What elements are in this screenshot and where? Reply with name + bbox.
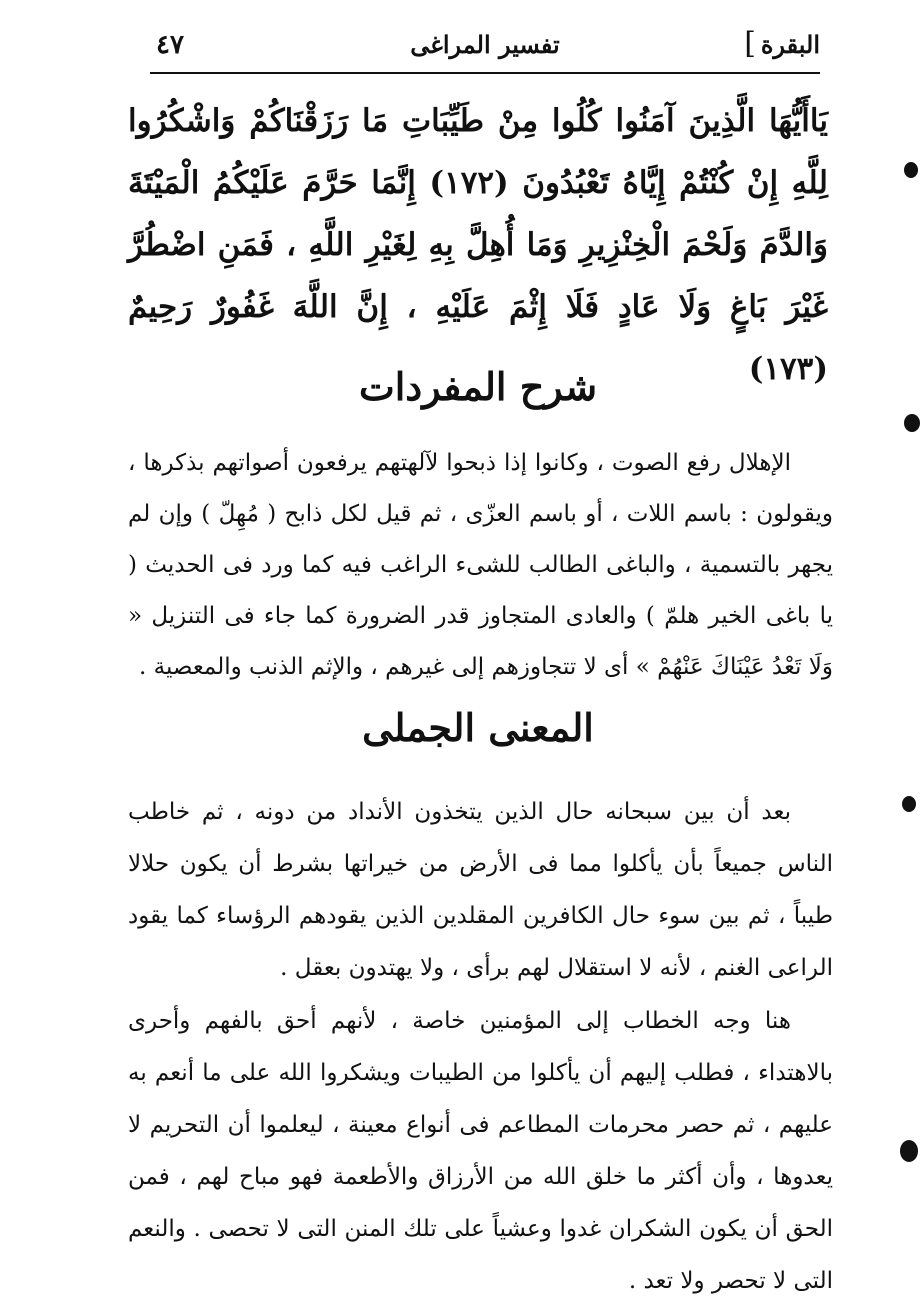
chapter-name: البقرة — [760, 30, 820, 59]
quran-verse: يَاأَيُّهَا الَّذِينَ آمَنُوا كُلُوا مِنْ طَيِّبَاتِ مَا رَزَقْنَاكُمْ وَاشْكُرُوا لِلَّهِ إِنْ كُنْتُمْ إِيَّاهُ تَعْبُدُونَ (١٧٢) إِنَّمَا حَرَّمَ عَلَيْكُمُ الْمَيْتَةَ وَالدَّمَ وَلَحْمَ الْخِنْزِيرِ وَمَا أُهِلَّ بِهِ لِغَيْرِ اللَّهِ ، فَمَنِ اضْطُرَّ غَيْرَ بَاغٍ وَلَا عَادٍ فَلَا إِثْمَ عَلَيْهِ ، إِنَّ اللَّهَ غَفُورٌ رَحِيمٌ (١٧٣) — [128, 103, 828, 387]
header-bracket: ] — [744, 26, 756, 61]
section-heading-general-meaning: المعنى الجملى — [362, 705, 594, 750]
binding-hole-mark — [902, 796, 916, 812]
binding-hole-mark — [900, 1140, 918, 1162]
running-header — [150, 28, 820, 70]
binding-hole-mark — [904, 414, 920, 432]
header-divider — [150, 72, 820, 74]
meaning-paragraph-2: هنا وجه الخطاب إلى المؤمنين خاصة ، لأنهم أحق بالفهم وأحرى بالاهتداء ، فطلب إليهم أن يأكلوا من الطيبات ويشكروا الله على ما أنعم به عليهم ، ثم حصر محرمات المطاعم فى أنواع معينة ، ليعلموا أن التحريم لا يعدوها ، وأن أكثر ما خلق الله من الأرزاق والأطعمة فهو مباح لهم ، فمن الحق أن يكون الشكران غدوا وعشياً على تلك المنن التى لا تحصى . والنعم التى لا تحصر ولا تعد . — [128, 1008, 833, 1294]
vocabulary-paragraph: الإهلال رفع الصوت ، وكانوا إذا ذبحوا لآلهتهم يرفعون أصواتهم بذكرها ، ويقولون : باسم اللات ، أو باسم العزّى ، ثم قيل لكل ذابح ( مُهِلّ ) وإن لم يجهر بالتسمية ، والباغى الطالب للشىء الراغب فيه كما ورد فى الحديث ( يا باغى الخير هلمّ ) والعادى المتجاوز قدر الضرورة كما جاء فى التنزيل « وَلَا تَعْدُ عَيْنَاكَ عَنْهُمْ » أى لا تتجاوزهم إلى غيرهم ، والإثم الذنب والمعصية . — [128, 450, 833, 680]
book-title: تفسير المراغى — [410, 30, 560, 59]
section-heading-vocabulary: شرح المفردات — [358, 364, 598, 409]
binding-hole-mark — [904, 162, 918, 178]
page-number: ٤٧ — [156, 30, 184, 60]
meaning-paragraph-1: بعد أن بين سبحانه حال الذين يتخذون الأنداد من دونه ، ثم خاطب الناس جميعاً بأن يأكلوا مما فى الأرض من خيراتها بشرط أن يكون حلالا طيباً ، ثم بين سوء حال الكافرين المقلدين الذين يقودهم الرؤساء كما يقود الراعى الغنم ، لأنه لا استقلال لهم برأى ، ولا يهتدون بعقل . — [128, 799, 833, 981]
